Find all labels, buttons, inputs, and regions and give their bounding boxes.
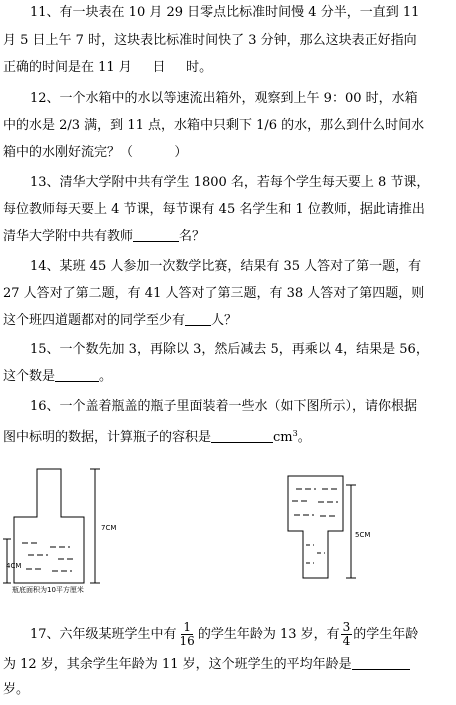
height-label: 7CM bbox=[101, 524, 117, 532]
problem-line bbox=[3, 224, 205, 250]
answer-blank[interactable] bbox=[133, 227, 179, 242]
problem-line: 每位教师每天要上 4 节课，每节课有 45 名学生和 1 位教师，据此请推出 bbox=[3, 202, 425, 217]
problem-line bbox=[30, 618, 418, 652]
answer-blank[interactable] bbox=[211, 428, 273, 443]
problem-line: 16、一个盖着瓶盖的瓶子里面装着一些水（如下图所示），请你根据 bbox=[30, 399, 418, 414]
fraction bbox=[178, 621, 197, 648]
line-text: 。 bbox=[99, 369, 113, 384]
problem-line: 岁。 bbox=[3, 682, 30, 697]
bottle-caption: 瓶底面积为10平方厘米 bbox=[12, 586, 84, 594]
problem-line: 14、某班 45 人参加一次数学比赛，结果有 35 人答对了第一题，有 bbox=[30, 259, 422, 274]
line-text: 图中标明的数据，计算瓶子的容积是 bbox=[3, 430, 212, 445]
inverted-bottle bbox=[288, 476, 356, 578]
line-text: 清华大学附中共有教师 bbox=[3, 229, 134, 244]
bottle-figures bbox=[0, 455, 456, 615]
problem-line: 27 人答对了第二题，有 41 人答对了第三题，有 38 人答对了第四题，则 bbox=[3, 286, 425, 301]
unit: cm bbox=[273, 430, 293, 445]
line-text: 的学生年龄为 13 岁，有 bbox=[197, 627, 340, 642]
problem-line bbox=[3, 421, 311, 447]
fraction-denominator: 16 bbox=[179, 634, 195, 648]
answer-blank[interactable] bbox=[185, 311, 211, 326]
fraction-numerator: 1 bbox=[183, 620, 191, 634]
fraction bbox=[341, 621, 353, 648]
unit-exponent: 3 bbox=[292, 429, 298, 438]
bottle-outline bbox=[288, 476, 343, 578]
line-text: 为 12 岁，其余学生年龄为 11 岁，这个班学生的平均年龄是 bbox=[3, 657, 352, 672]
line-text: 。 bbox=[297, 430, 311, 445]
problem-line: 中的水是 2/3 满，到 11 点，水箱中只剩下 1/6 的水，那么到什么时间水 bbox=[3, 118, 425, 133]
water-height-label: 4CM bbox=[6, 562, 22, 570]
answer-blank[interactable] bbox=[55, 367, 99, 382]
bottle-outline bbox=[14, 469, 84, 583]
problem-line: 13、清华大学附中共有学生 1800 名，若每个学生每天要上 8 节课， bbox=[30, 175, 430, 190]
problem-line bbox=[3, 652, 410, 678]
line-text: 这个班四道题都对的同学至少有 bbox=[3, 313, 186, 328]
height-label: 5CM bbox=[355, 531, 371, 539]
line-text: 人？ bbox=[211, 313, 238, 328]
problem-line bbox=[3, 364, 112, 390]
answer-blank[interactable] bbox=[352, 655, 410, 670]
problem-line: 15、一个数先加 3，再除以 3，然后减去 5，再乘以 4，结果是 56， bbox=[30, 342, 429, 357]
problem-line: 12、一个水箱中的水以等速流出箱外，观察到上午 9：00 时，水箱 bbox=[30, 91, 418, 106]
fraction-denominator: 4 bbox=[342, 634, 351, 648]
problem-line: 正确的时间是在 11 月 日 时。 bbox=[3, 60, 213, 75]
line-text: 的学生年龄 bbox=[353, 627, 419, 642]
line-text: 名？ bbox=[179, 229, 206, 244]
problem-line bbox=[3, 308, 237, 334]
problem-line: 11、有一块表在 10 月 29 日零点比标准时间慢 4 分半，一直到 11 bbox=[30, 5, 420, 20]
problem-line: 箱中的水刚好流完？（ ） bbox=[3, 145, 188, 160]
fraction-numerator: 3 bbox=[342, 620, 351, 634]
line-text: 这个数是 bbox=[3, 369, 56, 384]
line-text: 17、六年级某班学生中有 bbox=[30, 627, 177, 642]
problem-line: 月 5 日上午 7 时，这块表比标准时间快了 3 分钟，那么这块表正好指向 bbox=[3, 33, 417, 48]
bottle-diagrams bbox=[0, 455, 456, 615]
